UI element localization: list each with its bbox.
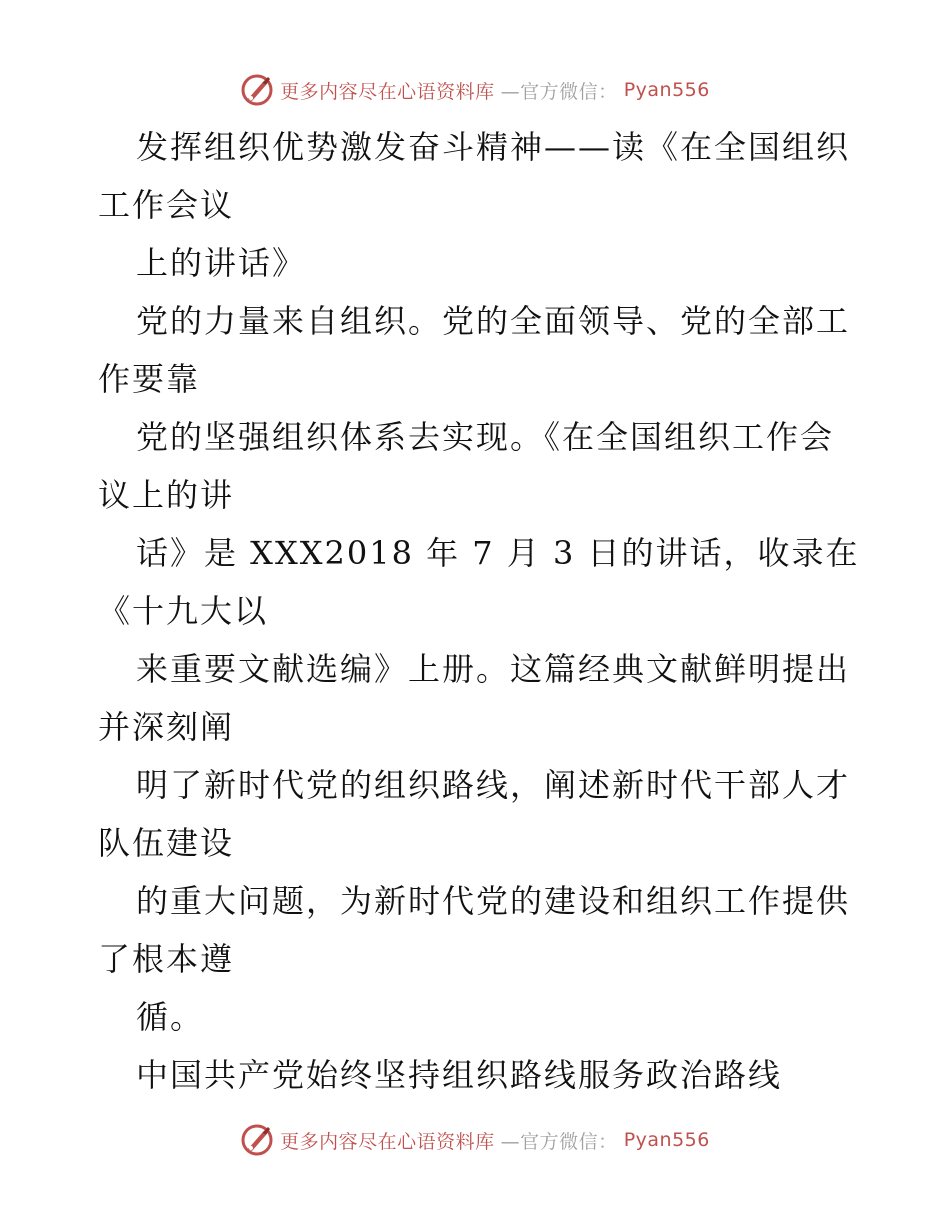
text-line: 循。 — [136, 998, 205, 1036]
text-line: 中国共产党始终坚持组织路线服务政治路线 — [136, 1056, 783, 1094]
watermark-separator: —官方微信： — [500, 80, 618, 103]
text-line: 来重要文献选编》上册。这篇经典文献鲜明提出 — [136, 650, 851, 688]
watermark-text: 更多内容尽在心语资料库 — [280, 1130, 495, 1153]
text-line: 作要靠 — [98, 360, 201, 398]
quill-logo-icon — [240, 73, 274, 107]
text-line: 议上的讲 — [98, 476, 235, 514]
text-line: 发挥组织优势激发奋斗精神——读《在全国组织 — [136, 128, 851, 166]
text-line: 党的力量来自组织。党的全面领导、党的全部工 — [136, 302, 851, 340]
text-line: 并深刻阐 — [98, 708, 235, 746]
footer-watermark — [0, 1120, 950, 1160]
text-line: 队伍建设 — [98, 824, 235, 862]
header-watermark — [0, 70, 950, 110]
text-line: 上的讲话》 — [136, 244, 307, 282]
text-line: 党的坚强组织体系去实现。《在全国组织工作会 — [136, 418, 835, 456]
text-line: 《十九大以 — [98, 592, 269, 630]
document-body — [98, 118, 858, 1104]
watermark-text: 更多内容尽在心语资料库 — [280, 80, 495, 103]
watermark-account: Pyan556 — [623, 79, 710, 101]
text-line: 的重大问题，为新时代党的建设和组织工作提供 — [136, 882, 851, 920]
quill-logo-icon — [240, 1123, 274, 1157]
watermark-account: Pyan556 — [623, 1129, 710, 1151]
watermark-separator: —官方微信： — [500, 1130, 618, 1153]
text-line: 工作会议 — [98, 186, 235, 224]
text-line: 话》是 XXX2018 年 7 月 3 日的讲话，收录在 — [136, 534, 860, 572]
text-line: 了根本遵 — [98, 940, 235, 978]
text-line: 明了新时代党的组织路线，阐述新时代干部人才 — [136, 766, 851, 804]
